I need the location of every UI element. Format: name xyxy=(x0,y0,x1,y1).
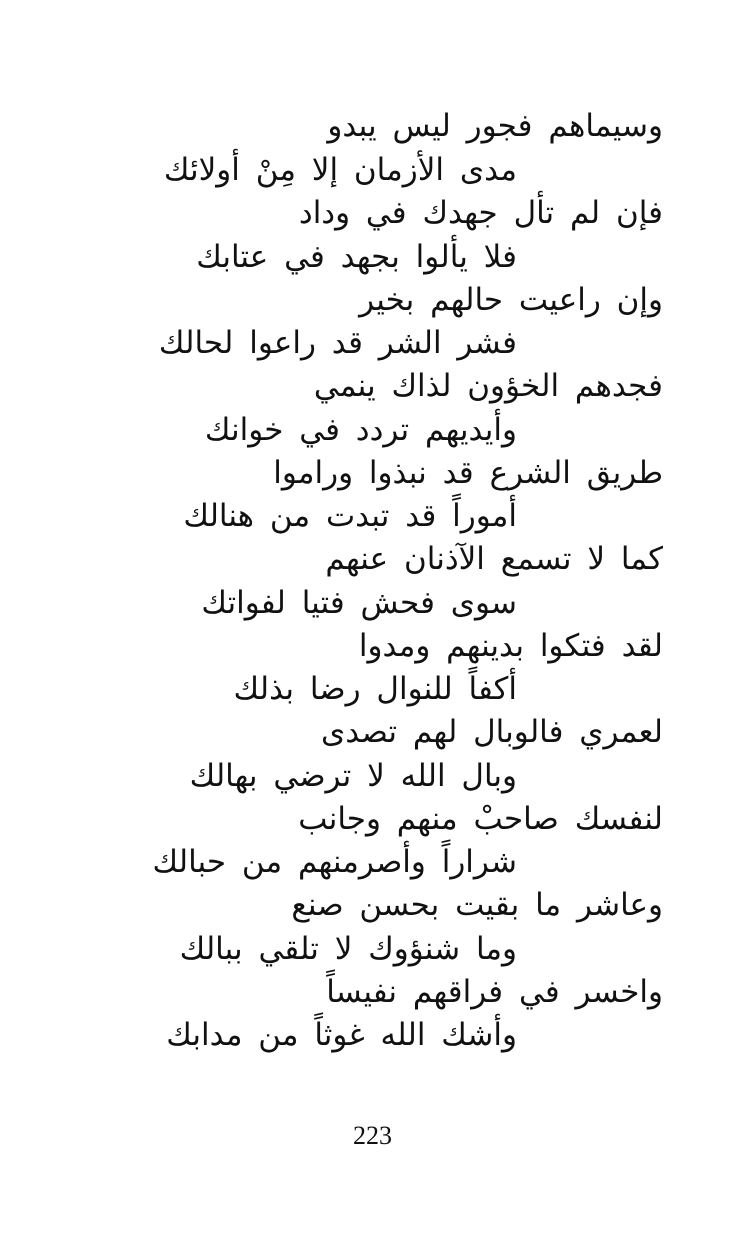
verse-2-second-hemistich: فلا يألوا بجهد في عتابك xyxy=(196,239,517,275)
verse-11-first-hemistich: واخسر في فراقهم نفيساً xyxy=(326,974,663,1010)
verse-8-first-hemistich: لعمري فالوبال لهم تصدى xyxy=(321,714,663,750)
verse-7-first-hemistich: لقد فتكوا بدينهم ومدوا xyxy=(358,628,663,664)
page-number: 223 xyxy=(353,1121,392,1150)
verse-9-first-hemistich: لنفسك صاحبْ منهم وجانب xyxy=(298,801,663,837)
verse-1-second-hemistich: مدى الأزمان إلا مِنْ أولائك xyxy=(163,152,517,188)
verse-8-second-hemistich: وبال الله لا ترضي بهالك xyxy=(189,758,517,794)
verse-4-first-hemistich: فجدهم الخؤون لذاك ينمي xyxy=(313,368,663,404)
verse-10-first-hemistich: وعاشر ما بقيت بحسن صنع xyxy=(291,887,663,923)
verse-3-first-hemistich: وإن راعيت حالهم بخير xyxy=(359,282,663,318)
verse-2-first-hemistich: فإن لم تأل جهدك في وداد xyxy=(298,195,663,231)
verse-7-second-hemistich: أكفاً للنوال رضا بذلك xyxy=(233,671,517,707)
verse-1-first-hemistich: وسيماهم فجور ليس يبدو xyxy=(327,108,663,144)
verse-6-second-hemistich: سوى فحش فتيا لفواتك xyxy=(201,585,517,621)
verse-5-second-hemistich: أموراً قد تبدت من هنالك xyxy=(183,498,517,534)
verse-9-second-hemistich: شراراً وأصرمنهم من حبالك xyxy=(152,844,517,880)
verse-11-second-hemistich: وأشك الله غوثاً من مدابك xyxy=(166,1017,517,1053)
verse-10-second-hemistich: وما شنؤوك لا تلقي ببالك xyxy=(179,931,517,967)
verse-3-second-hemistich: فشر الشر قد راعوا لحالك xyxy=(158,325,517,361)
verse-6-first-hemistich: كما لا تسمع الآذنان عنهم xyxy=(325,541,663,577)
verse-5-first-hemistich: طريق الشرع قد نبذوا وراموا xyxy=(273,455,663,491)
verse-4-second-hemistich: وأيديهم تردد في خوانك xyxy=(204,412,517,448)
